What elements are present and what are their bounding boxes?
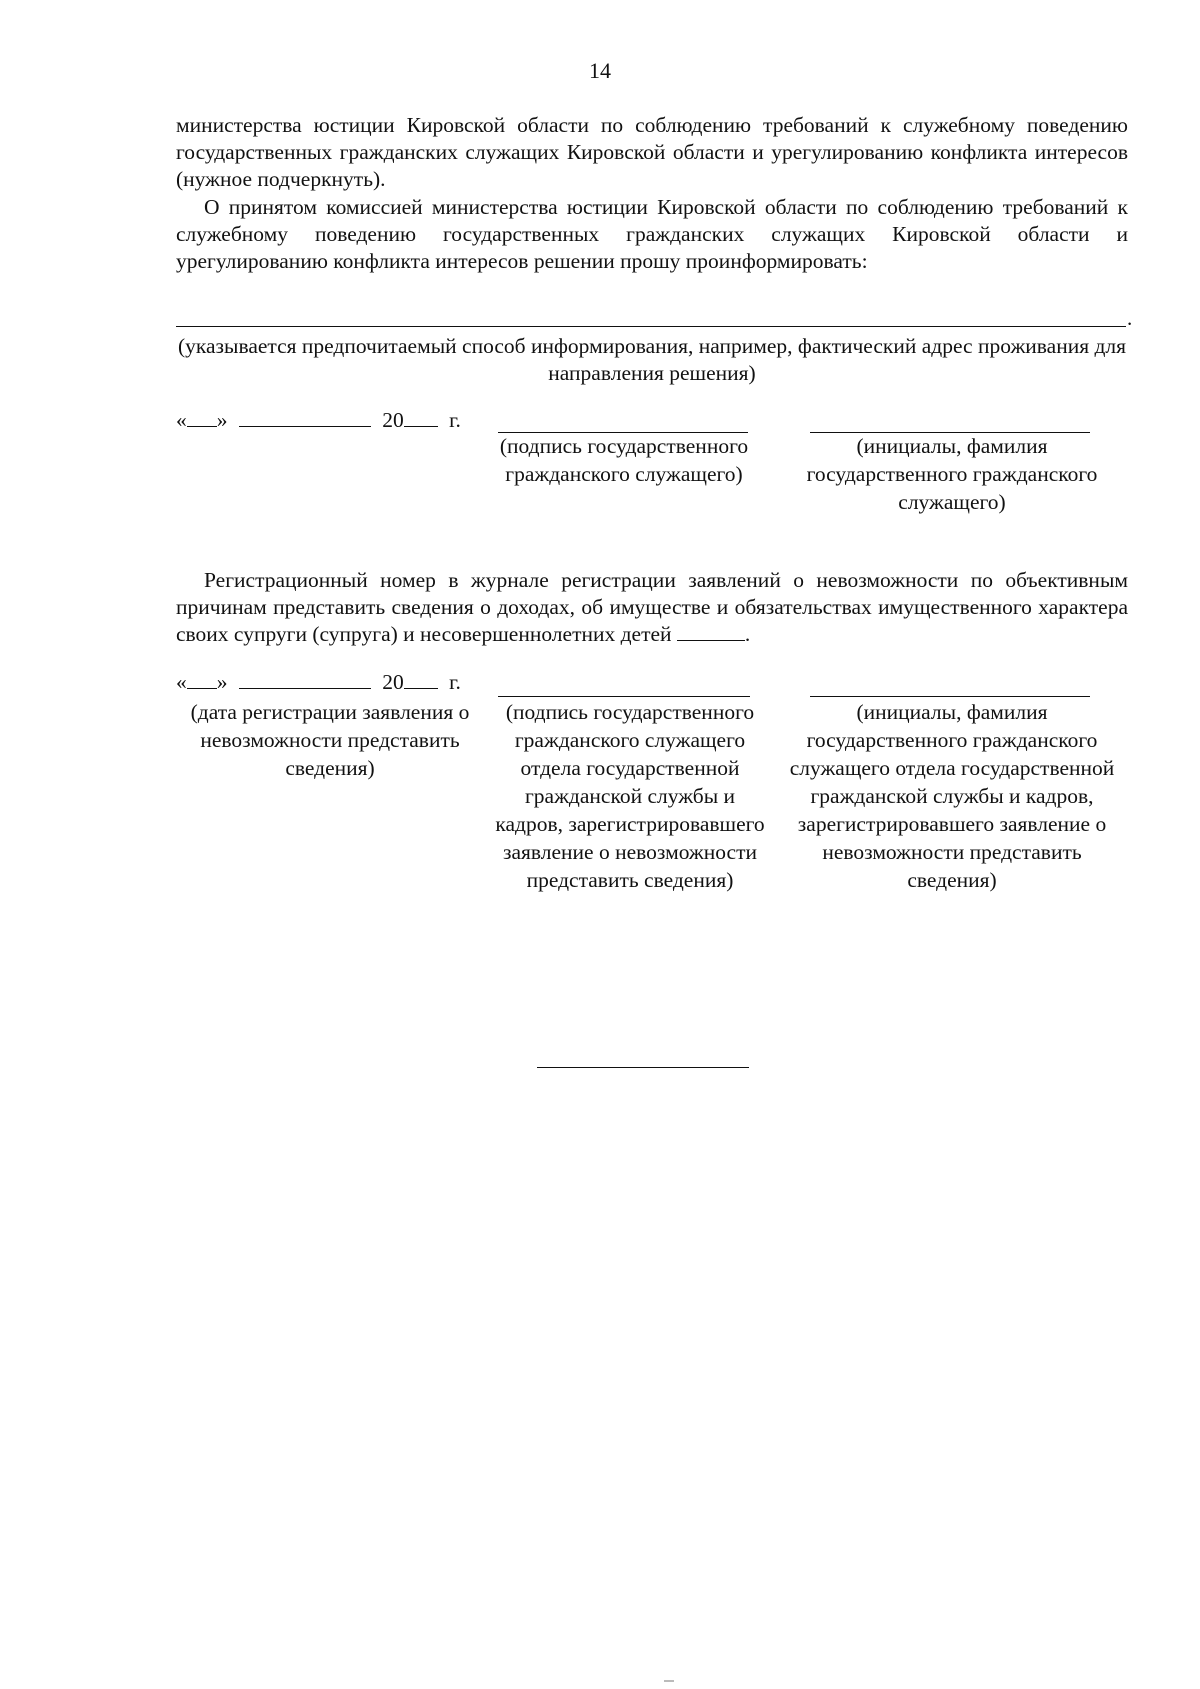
info-method-blank[interactable]	[176, 326, 1126, 327]
page-number: 14	[589, 58, 611, 83]
date-field-1[interactable]	[176, 408, 461, 433]
date-field-2[interactable]	[176, 670, 461, 695]
name-caption-1: (инициалы, фамилия государственного гражданского служащего)	[806, 434, 1098, 514]
name-caption-2: (инициалы, фамилия государственного гражданского служащего отдела государственной гражданской службы и кадров, зарегистрировавшего заявление о невозможности представить сведения)	[789, 700, 1115, 892]
document-end-line	[537, 1067, 749, 1068]
date-caption-2: (дата регистрации заявления о невозможности представить сведения)	[190, 700, 470, 780]
name-blank-2[interactable]	[810, 696, 1090, 697]
info-method-blank-end: .	[1127, 306, 1133, 330]
century-label: 20	[382, 408, 404, 432]
scan-artifact	[664, 1680, 674, 1682]
century-label: 20	[382, 670, 404, 694]
info-method-hint: (указывается предпочитаемый способ информирования, например, фактический адрес проживания для направления решения)	[177, 334, 1127, 385]
year-suffix: г.	[449, 670, 461, 694]
day-blank[interactable]	[187, 408, 217, 427]
year-blank[interactable]	[404, 670, 438, 689]
signature-blank-2[interactable]	[498, 696, 750, 697]
date-close-quote: »	[216, 408, 228, 432]
year-blank[interactable]	[404, 408, 438, 427]
year-suffix: г.	[449, 408, 461, 432]
month-blank[interactable]	[239, 670, 371, 689]
paragraph-registration	[176, 567, 1128, 648]
date-open-quote: «	[176, 670, 187, 694]
registration-number-blank[interactable]	[677, 622, 745, 641]
date-close-quote: »	[216, 670, 228, 694]
paragraph-commission-intro: министерства юстиции Кировской области по соблюдению требований к служебному поведению государственных гражданских служащих Кировской области и урегулированию конфликта интересов (нужное подчеркнуть).	[176, 113, 1128, 191]
month-blank[interactable]	[239, 408, 371, 427]
paragraph-inform-request: О принятом комиссией министерства юстиции Кировской области по соблюдению требований к служебному поведению государственных гражданских служащих Кировской области и урегулированию конфликта интересов решении прошу проинформировать:	[176, 195, 1128, 273]
registration-text: Регистрационный номер в журнале регистрации заявлений о невозможности по объективным причинам представить сведения о доходах, об имуществе и обязательствах имущественного характера своих супруги (супруга) и несовершеннолетних детей	[176, 568, 1128, 646]
signature-caption-2: (подпись государственного гражданского служащего отдела государственной гражданской службы и кадров, зарегистрировавшего заявление о невозможности представить сведения)	[495, 700, 765, 892]
registration-end-mark: .	[744, 622, 751, 646]
signature-caption-1: (подпись государственного гражданского служащего)	[499, 434, 749, 486]
day-blank[interactable]	[187, 670, 217, 689]
date-open-quote: «	[176, 408, 187, 432]
